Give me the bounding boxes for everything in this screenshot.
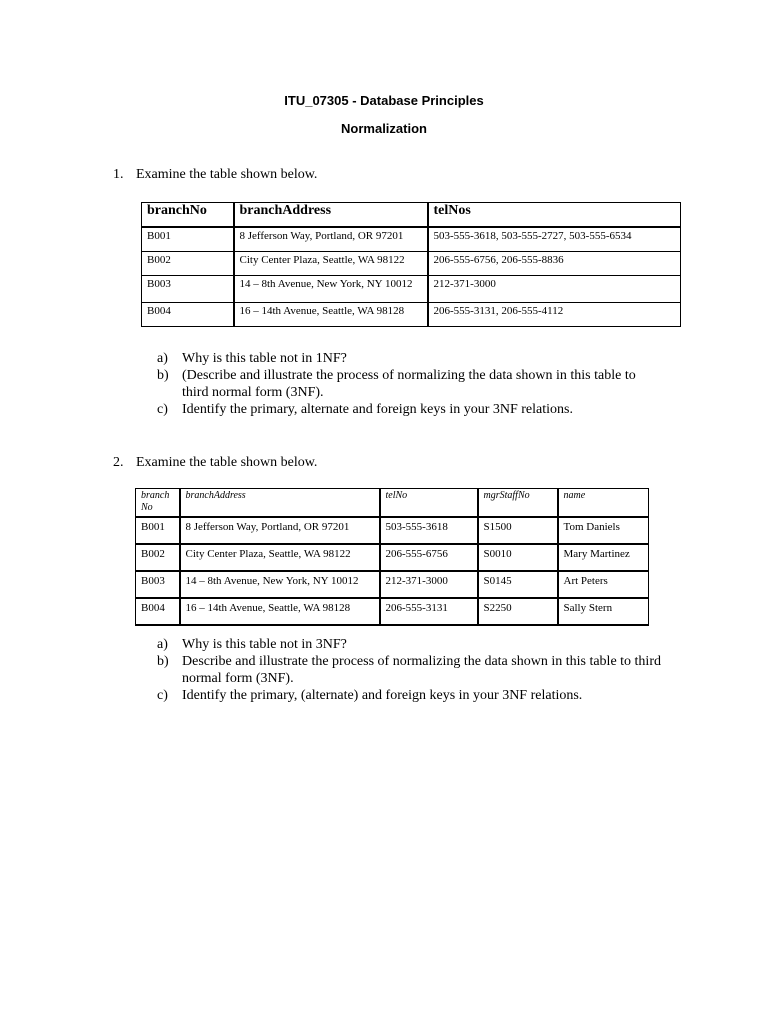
table-cell: 8 Jefferson Way, Portland, OR 97201 [234,227,428,252]
column-header: branchNo [142,203,234,228]
column-header: mgrStaffNo [478,489,558,518]
table-cell: B004 [136,598,180,625]
table-cell: 14 – 8th Avenue, New York, NY 10012 [234,276,428,303]
table-row [136,517,649,544]
table-cell: 16 – 14th Avenue, Seattle, WA 98128 [234,303,428,327]
table-row [142,276,681,303]
table-cell: 14 – 8th Avenue, New York, NY 10012 [180,571,380,598]
question-2-prompt: Examine the table shown below. [136,455,318,470]
list-marker: c) [157,402,168,417]
table-header-row [136,489,649,518]
table-cell: 206-555-3131, 206-555-4112 [428,303,681,327]
column-header: branchNo [136,489,180,518]
table-cell: City Center Plaza, Seattle, WA 98122 [180,544,380,571]
list-marker: a) [157,351,168,366]
column-header: branchAddress [234,203,428,228]
table-cell: S0010 [478,544,558,571]
table-cell: 503-555-3618, 503-555-2727, 503-555-6534 [428,227,681,252]
table-cell: B003 [136,571,180,598]
table-cell: B003 [142,276,234,303]
table-cell: B002 [136,544,180,571]
question-1-number: 1. [113,167,124,182]
table-cell: 206-555-6756, 206-555-8836 [428,252,681,276]
list-text: Describe and illustrate the process of normalizing the data shown in this table to third [182,654,661,669]
table-cell: Mary Martinez [558,544,649,571]
branch-manager-table [135,488,649,626]
table-row [142,227,681,252]
table-cell: S2250 [478,598,558,625]
branch-telnos-table [141,202,681,327]
table-cell: B002 [142,252,234,276]
list-text: Why is this table not in 3NF? [182,637,347,652]
table-row [136,598,649,625]
table-cell: 8 Jefferson Way, Portland, OR 97201 [180,517,380,544]
table-cell: 206-555-6756 [380,544,478,571]
table-cell: S1500 [478,517,558,544]
list-marker: b) [157,654,169,669]
list-marker: c) [157,688,168,703]
list-text: (Describe and illustrate the process of normalizing the data shown in this table to [182,368,636,383]
table-cell: Tom Daniels [558,517,649,544]
table-row [142,303,681,327]
column-header: name [558,489,649,518]
list-text: Identify the primary, alternate and foreign keys in your 3NF relations. [182,402,573,417]
table-cell: B004 [142,303,234,327]
table-cell: City Center Plaza, Seattle, WA 98122 [234,252,428,276]
document-subtitle: Normalization [341,121,427,136]
list-marker: b) [157,368,169,383]
list-text: third normal form (3NF). [182,385,324,400]
question-1-prompt: Examine the table shown below. [136,167,318,182]
table-row [136,544,649,571]
list-marker: a) [157,637,168,652]
table-cell: B001 [136,517,180,544]
column-header: telNos [428,203,681,228]
question-2-number: 2. [113,455,124,470]
list-text: normal form (3NF). [182,671,294,686]
table-cell: 212-371-3000 [428,276,681,303]
list-text: Why is this table not in 1NF? [182,351,347,366]
column-header: branchAddress [180,489,380,518]
document-title: ITU_07305 - Database Principles [284,93,484,108]
table-cell: 503-555-3618 [380,517,478,544]
table-row [142,252,681,276]
table-header-row [142,203,681,228]
table-cell: B001 [142,227,234,252]
table-cell: 16 – 14th Avenue, Seattle, WA 98128 [180,598,380,625]
table-row [136,571,649,598]
table-cell: 212-371-3000 [380,571,478,598]
table-cell: Sally Stern [558,598,649,625]
table-cell: 206-555-3131 [380,598,478,625]
list-text: Identify the primary, (alternate) and foreign keys in your 3NF relations. [182,688,583,703]
table-cell: S0145 [478,571,558,598]
column-header: telNo [380,489,478,518]
table-cell: Art Peters [558,571,649,598]
